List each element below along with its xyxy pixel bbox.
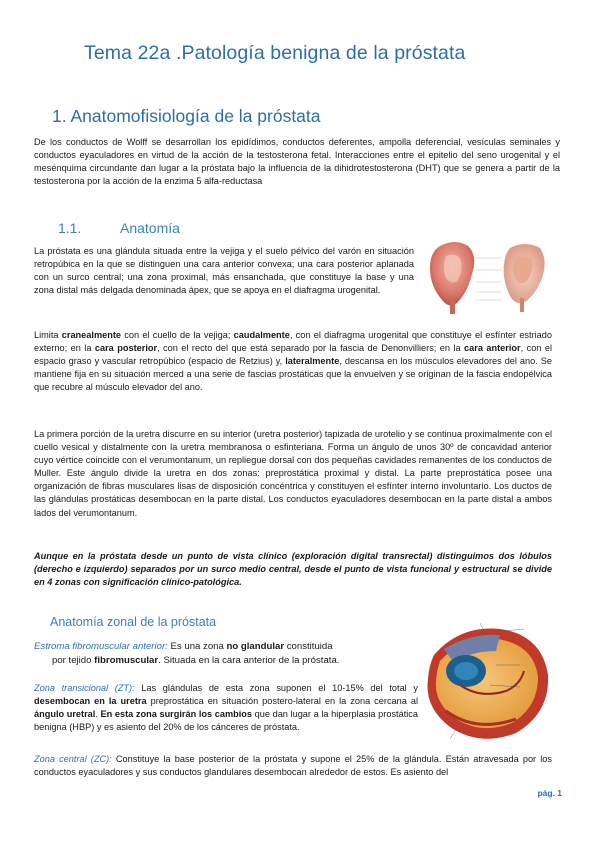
document-title: Tema 22a .Patología benigna de la próstata	[84, 42, 466, 64]
estroma-line2	[34, 654, 416, 668]
text-run: Constituye la base posterior de la próstata y supone el 25% de la glándula. Están atravesada por los conductos eyaculadores y sus conductos glandulares desembocan alrededor de estos. Es asiento del	[34, 754, 553, 778]
clinical-note-paragraph: Aunque en la próstata desde un punto de vista clínico (exploración digital transrectal) distinguimos dos lóbulos (derecho e izquierdo) separados por un surco medio central, desde el punto de vista funcional y estructural se divide en 4 zonas con significación clínico-patológica.	[34, 551, 552, 588]
zone-label: Zona central (ZC):	[34, 754, 112, 764]
subsection-heading	[58, 220, 180, 236]
zone-label: Zona transicional (ZT):	[34, 683, 135, 693]
limits-paragraph	[34, 329, 552, 394]
section-heading: 1. Anatomofisiología de la próstata	[52, 106, 321, 126]
prostate-anatomy-figure	[420, 236, 560, 318]
bold-term: ángulo uretral	[34, 709, 96, 720]
bold-term: desembocan en la uretra	[34, 696, 147, 707]
text-run: por tejido	[52, 654, 95, 666]
text-run: , descansa en los músculos elevadores del ano. Se mantiene fija en su situación merced a una serie de fascias prostáticas que la envuelven y se originan de la fascia endopélvica que recubre al músculo elevador del ano.	[34, 356, 552, 393]
zone-label: Estroma fibromuscular anterior:	[34, 641, 168, 652]
text-run: Limita	[34, 330, 62, 340]
text-run: , con el espacio graso y vascular retropúbico (espacio de Retzius) y,	[34, 343, 553, 367]
intro-paragraph: De los conductos de Wolff se desarrollan los epidídimos, conductos deferentes, ampolla deferencial, vesículas seminales y conductos eyaculadores en virtud de la acción de la testosterona fetal. Interacciones entre el epitelio del seno urogenital y el mesénquima circundante dan lugar a la próstata bajo la influencia de la dihidrotestosterona (DHT) que se genera a partir de la testosterona por la acción de la enzima 5 alfa-reductasa	[34, 137, 560, 187]
text-run: con el cuello de la vejiga;	[121, 330, 234, 340]
text-run: . Situada en la cara anterior de la próstata.	[158, 654, 340, 666]
bold-term: cranealmente	[61, 330, 122, 340]
bold-term: caudalmente	[233, 330, 290, 340]
text-run: Es una zona	[167, 641, 227, 652]
text-run: preprostática en situación postero-lateral en la zona cercana al	[146, 696, 419, 707]
bold-term: no glandular	[226, 641, 285, 652]
bold-term: En esta zona surgirán los cambios	[100, 709, 253, 720]
text-run: Las glándulas de esta zona suponen el 10-15% del total y	[134, 683, 418, 693]
text-run: , con el diafragma urogenital que constituye el esfínter estriado externo; en la	[34, 330, 552, 354]
bold-term: lateralmente	[285, 356, 340, 367]
bold-term: cara anterior	[464, 343, 521, 354]
text-run: constituida	[284, 641, 333, 652]
anatomy-paragraph: La próstata es una glándula situada entre la vejiga y el suelo pélvico del varón en situación retropúbica en la que se distinguen una cara anterior convexa; una cara posterior aplanada con un surco central; una zona proximal, más ensanchada, que constituye la base y una zona distal más delgada denominada ápex, que se apoya en el diafragma urogenital.	[34, 246, 414, 296]
transitional-zone-paragraph	[34, 682, 418, 734]
central-zone-paragraph	[34, 753, 552, 779]
estroma-paragraph	[34, 640, 416, 667]
prostate-zonal-figure	[420, 615, 560, 747]
page-number: pág. 1	[537, 788, 562, 798]
urethra-paragraph: La primera porción de la uretra discurre en su interior (uretra posterior) tapizada de urotelio y se continua proximalmente con el cuello vesical y distalmente con la uretra membranosa o esfinteriana. Forma un ángulo de unos 30º de concavidad anterior cuyo vértice coincide con el verumontanum, un repliegue dorsal con dos pequeñas cavidades remanentes de los conductos de Muller. Este ángulo divide la uretra en dos zonas: preprostática proximal y distal. La parte preprostática posee una organización de fibras musculares lisas de disposición concéntrica y constituyen el esfínter interno involuntario. Los ductos de las glándulas prostáticas desembocan en la parte distal. Los conductos eyaculadores desembocan en la parte distal a ambos lados del verumontanum.	[34, 429, 552, 518]
text-run: .	[95, 709, 101, 720]
zonal-anatomy-heading: Anatomía zonal de la próstata	[50, 615, 217, 629]
text-run: que dan lugar a la hiperplasia prostática benigna (HBP) y es asiento del 20% de los cánceres de próstata.	[34, 709, 418, 733]
subsection-title: Anatomía	[120, 220, 180, 236]
text-run: , con el recto del que está separado por la fascia de Denonvilliers; en la	[157, 343, 465, 354]
bold-term: cara posterior	[94, 343, 158, 354]
subsection-number: 1.1.	[58, 220, 82, 236]
bold-term: fibromuscular	[94, 654, 159, 666]
